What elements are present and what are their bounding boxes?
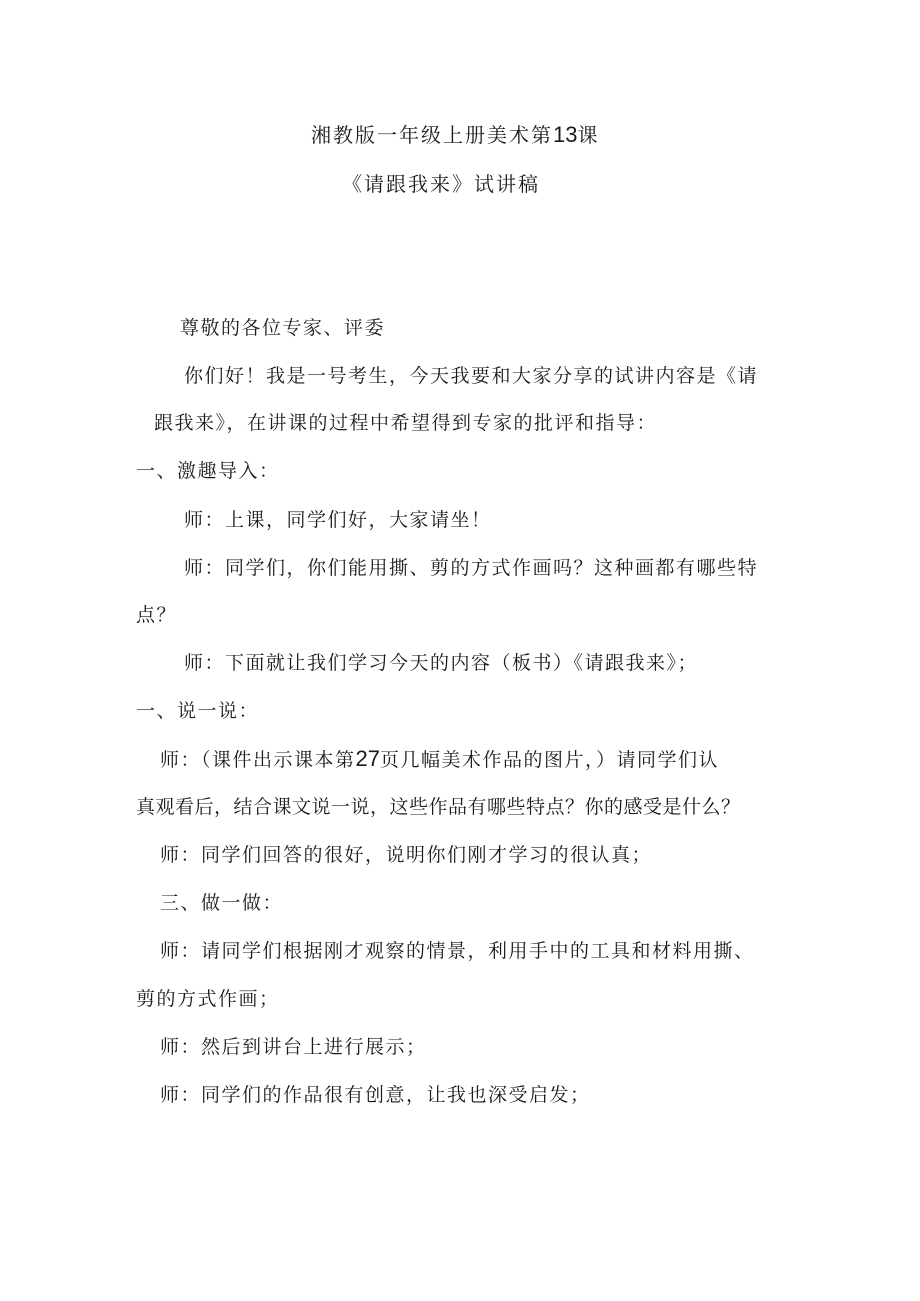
- paragraph-4-line2: 真观看后，结合课文说一说，这些作品有哪些特点？你的感受是什么？: [136, 796, 741, 818]
- greeting: 尊敬的各位专家、评委: [180, 317, 386, 339]
- section-heading-1: 一、激趣导入：: [136, 460, 280, 482]
- paragraph-6-line1: 师：请同学们根据刚才观察的情景，利用手中的工具和材料用撕、: [160, 940, 755, 962]
- paragraph-4-prefix: 师：（课件出示课本第: [160, 749, 356, 771]
- lesson-number: 13: [553, 122, 578, 147]
- paragraph-4-line1: [160, 747, 719, 772]
- paragraph-5: 师：同学们回答的很好，说明你们刚才学习的很认真；: [160, 844, 653, 866]
- paragraph-2-line2: 点？: [136, 604, 178, 626]
- paragraph-3: 师：下面就让我们学习今天的内容（板书）《请跟我来》；: [184, 652, 699, 674]
- section-heading-2: 一、说一说：: [136, 700, 260, 722]
- intro-line2: 跟我来》，在讲课的过程中希望得到专家的批评和指导：: [154, 412, 658, 434]
- paragraph-1: 师：上课，同学们好，大家请坐！: [184, 509, 492, 531]
- title-prefix: 湘教版一年级上册美术第: [311, 123, 553, 147]
- paragraph-2-line1: 师：同学们，你们能用撕、剪的方式作画吗？这种画都有哪些特: [184, 557, 759, 579]
- doc-title-line2: 《请跟我来》试讲稿: [342, 172, 540, 196]
- title-suffix: 课: [577, 123, 600, 147]
- page-number: 27: [355, 746, 380, 771]
- paragraph-7: 师：然后到讲台上进行展示；: [160, 1036, 427, 1058]
- doc-title-line1: [311, 123, 599, 147]
- paragraph-4-suffix: 页几幅美术作品的图片，）请同学们认: [380, 749, 720, 771]
- intro-line1: 你们好！我是一号考生，今天我要和大家分享的试讲内容是《请: [184, 365, 759, 387]
- section-heading-3: 三、做一做：: [160, 892, 284, 914]
- paragraph-6-line2: 剪的方式作画；: [136, 988, 280, 1010]
- paragraph-8: 师：同学们的作品很有创意，让我也深受启发；: [160, 1084, 591, 1106]
